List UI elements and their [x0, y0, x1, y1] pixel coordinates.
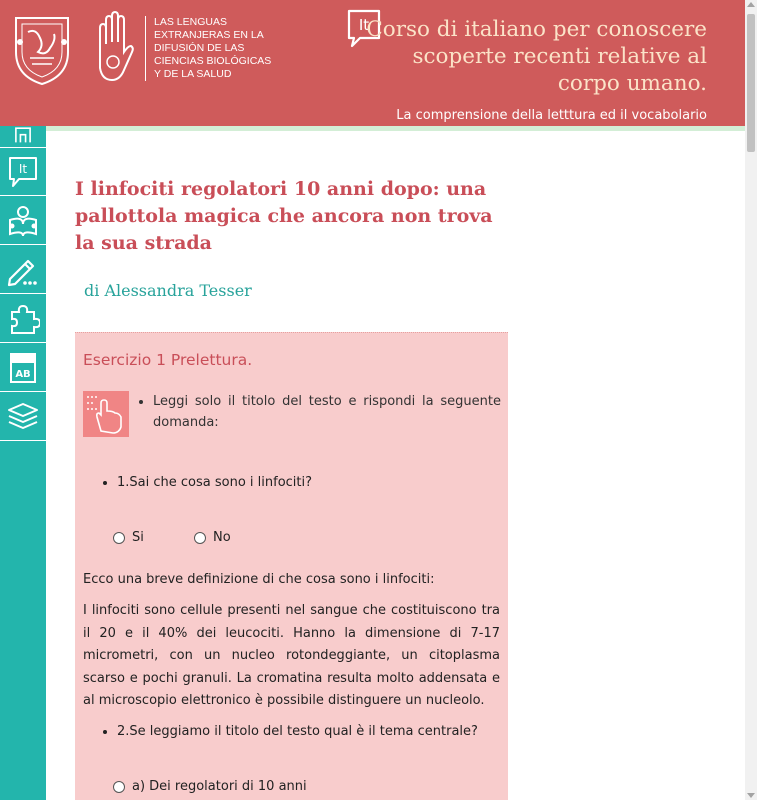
sidebar-item-italian[interactable]: [0, 148, 46, 196]
puzzle-icon: [6, 302, 40, 336]
question-2: [103, 724, 478, 739]
scroll-thumb[interactable]: [747, 14, 755, 152]
sidebar-item-reading[interactable]: [0, 197, 46, 245]
option-label: No: [213, 530, 231, 545]
institution-line: DIFUSIÓN DE LAS: [154, 42, 245, 54]
ab-book-icon: [6, 351, 40, 385]
exercise-title: Esercizio 1 Prelettura.: [83, 351, 253, 369]
exercise-panel: [75, 332, 508, 800]
exercise-instruction: [137, 391, 501, 433]
institution-name: [145, 16, 275, 81]
scroll-down-arrow-icon[interactable]: [747, 793, 755, 798]
sidebar-ab-label: AB: [15, 368, 31, 380]
reader-icon: [6, 204, 40, 238]
question-1-text: • 1.Sai che cosa sono i linfociti?: [117, 475, 312, 490]
course-title: Corso di italiano per conoscere scoperte recenti relative al corpo umano.: [366, 17, 707, 96]
institution-line: LAS LENGUAS: [154, 16, 227, 28]
definition-intro: Ecco una breve definizione di che cosa sono i linfociti:: [83, 572, 435, 587]
q2-option-a[interactable]: [113, 779, 307, 794]
pencil-icon: [6, 253, 40, 287]
institution-line: CIENCIAS BIOLÓGICAS: [154, 55, 272, 67]
badge-label: It: [358, 16, 370, 34]
scroll-up-arrow-icon[interactable]: [747, 2, 755, 7]
header-divider: [46, 126, 745, 131]
q1-option-no[interactable]: [194, 530, 231, 545]
site-header: [0, 0, 745, 126]
it-speech-icon: [6, 155, 40, 189]
question-1: [103, 475, 312, 490]
unam-seal-logo: [10, 12, 74, 86]
vertical-scrollbar[interactable]: [745, 0, 757, 800]
instruction-text: • Leggi solo il titolo del testo e rispondi la seguente domanda:: [153, 391, 501, 433]
pointing-hand-icon: [83, 391, 129, 437]
sidebar-item-vocabulary[interactable]: [0, 344, 46, 392]
option-label: Si: [132, 530, 144, 545]
sidebar-item-writing[interactable]: [0, 246, 46, 294]
definition-text: I linfociti sono cellule presenti nel sangue che costituiscono tra il 20 e il 40% dei leucociti. Hanno la dimensione di 7-17 micrometri, con un nucleo rotondeggiante, un citoplasma scarso e pochi granuli. La cromatina resulta molto addensata e al microscopio elettronico è possibile distinguere un nucleolo.: [83, 603, 500, 708]
sidebar-item-home[interactable]: [0, 112, 46, 148]
article-author: di Alessandra Tesser: [84, 281, 252, 300]
home-icon: [6, 123, 40, 145]
radio-button[interactable]: [194, 532, 206, 544]
hand-logo: [92, 10, 136, 86]
q1-option-si[interactable]: [113, 530, 144, 545]
sidebar-it-label: It: [18, 161, 28, 176]
sidebar-item-resources[interactable]: [0, 393, 46, 441]
books-stack-icon: [6, 400, 40, 434]
sidebar-nav: [0, 126, 46, 800]
institution-line: Y DE LA SALUD: [154, 68, 232, 80]
option-label: a) Dei regolatori di 10 anni: [132, 779, 307, 794]
question-2-text: • 2.Se leggiamo il titolo del testo qual è il tema centrale?: [117, 724, 478, 739]
radio-button[interactable]: [113, 781, 125, 793]
article-title: I linfociti regolatori 10 anni dopo: una pallottola magica che ancora non trova la sua strada: [75, 178, 493, 254]
sidebar-item-exercises[interactable]: [0, 295, 46, 343]
institution-line: EXTRANJERAS EN LA: [154, 29, 264, 41]
radio-button[interactable]: [113, 532, 125, 544]
course-subtitle: La comprensione della letttura ed il vocabolario: [396, 108, 707, 123]
